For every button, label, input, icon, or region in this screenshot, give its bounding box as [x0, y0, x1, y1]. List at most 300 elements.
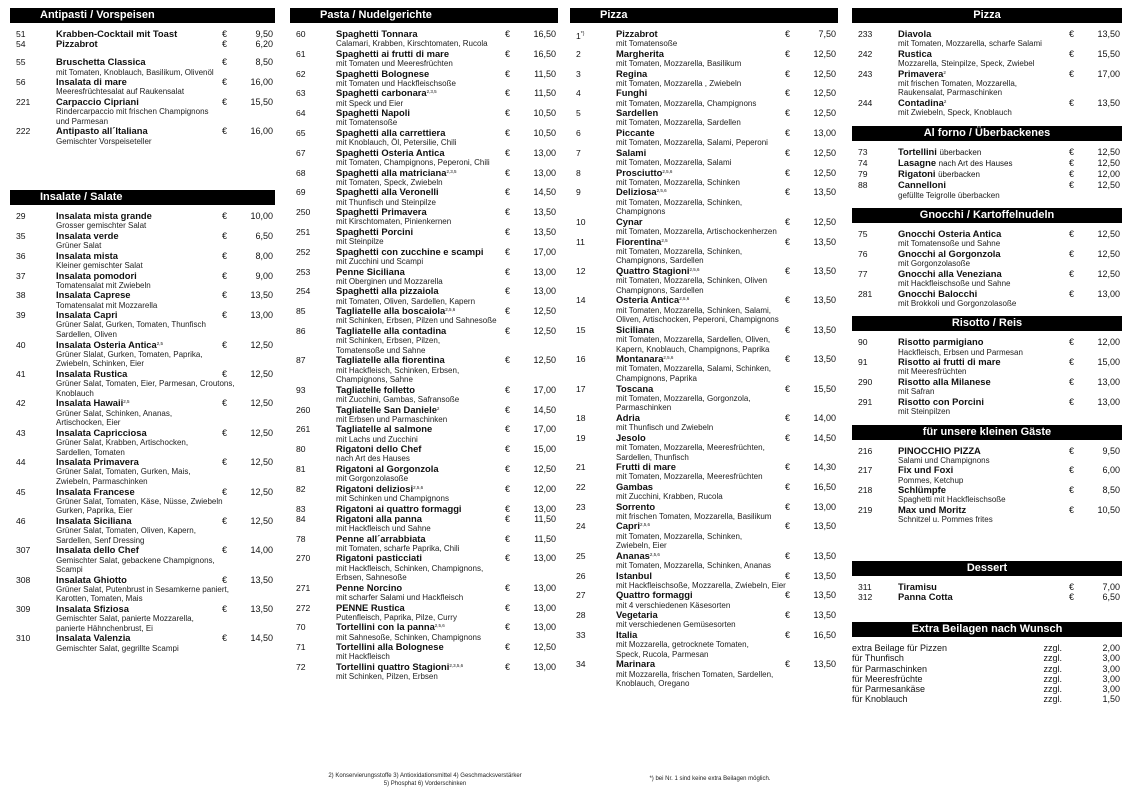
item-name-text: Insalata pomodori [56, 269, 137, 281]
item-description: mit Tomaten, Mozzarella, Schinken, [616, 246, 743, 256]
item-number [858, 49, 872, 59]
item-number-text: 281 [858, 288, 873, 299]
item-number-text: 36 [16, 250, 26, 261]
menu-item [10, 633, 275, 653]
item-price: 12,50 [1097, 229, 1120, 240]
menu-item [290, 405, 558, 425]
item-price: 14,50 [813, 432, 836, 443]
menu-item [570, 354, 838, 383]
item-price: 13,00 [250, 310, 273, 321]
menu-item [852, 485, 1122, 505]
item-name-text: Spaghetti Bolognese [336, 67, 430, 79]
item-number [296, 424, 310, 434]
item-name [898, 485, 1122, 495]
item-description: mit verschiedenen Gemüsesorten [616, 620, 736, 630]
currency-symbol: € [221, 211, 227, 222]
item-price: 12,50 [813, 147, 836, 158]
menu-item [852, 169, 1122, 180]
menu-item [290, 583, 558, 603]
item-description: mit Zucchini, Krabben, Rucola [616, 492, 723, 502]
item-price: 13,50 [813, 521, 836, 532]
item-price: 13,50 [813, 236, 836, 247]
item-price: 12,50 [533, 306, 556, 317]
item-name-text: Tagliatelle al salmone [336, 423, 433, 435]
menu-item [852, 357, 1122, 377]
item-name [56, 271, 275, 281]
item-description: mit Hackfleischsoße, Mozzarella, Zwiebeln, Eier [616, 580, 786, 590]
currency-symbol: € [784, 432, 790, 443]
item-name [336, 583, 558, 593]
item-description: Kleiner gemischter Salat [56, 260, 143, 270]
item-price: 12,00 [1097, 169, 1120, 180]
currency-symbol: € [784, 29, 790, 39]
currency-symbol: € [504, 622, 510, 633]
item-name-text: Spaghetti alla matriciana [336, 166, 447, 178]
item-price: 13,00 [1097, 396, 1120, 407]
item-description: Gemischter Salat, panierte Mozzarella, [56, 614, 194, 624]
currency-symbol: € [1068, 180, 1074, 191]
menu-item [290, 662, 558, 682]
item-number-text: 22 [576, 481, 586, 492]
item-number [16, 211, 26, 221]
item-name [336, 306, 558, 316]
item-description: mit Erbsen und Parmaschinken [336, 414, 448, 424]
item-name [336, 286, 558, 296]
item-name [898, 180, 1122, 190]
menu-item [852, 229, 1122, 249]
item-number [296, 168, 306, 178]
item-number [576, 49, 581, 59]
currency-symbol: € [504, 444, 510, 455]
menu-item [852, 289, 1122, 309]
item-name-text: Insalata Capricciosa [56, 426, 147, 438]
currency-symbol: € [221, 310, 227, 321]
item-price: 12,50 [813, 68, 836, 79]
item-number [576, 610, 586, 620]
currency-symbol: € [1068, 157, 1074, 168]
item-number [296, 49, 306, 59]
item-name-text: Spaghetti ai frutti di mare [336, 47, 450, 59]
item-name-text: Tiramisu [898, 580, 937, 592]
menu-item [852, 653, 1122, 663]
item-description: mit frischen Tomaten, Mozzarella, [898, 78, 1018, 88]
item-name-text: für Parmesankäse [852, 683, 926, 694]
item-number [858, 29, 872, 39]
menu-item [10, 604, 275, 633]
section-header-extra-beilagen-nach-wunsch: Extra Beilagen nach Wunsch [852, 622, 1122, 637]
item-name [898, 465, 1122, 475]
item-name-text: Gnocchi alla Veneziana [898, 267, 1002, 279]
item-number [576, 295, 586, 305]
additive-marker: 2 [943, 98, 947, 104]
item-number [16, 428, 26, 438]
item-description: Grüner Salat, Tomaten, Käse, Nüsse, Zwiebeln [56, 496, 223, 506]
item-number-text: 84 [296, 513, 306, 524]
currency-symbol: € [504, 68, 510, 79]
item-number [576, 187, 581, 197]
item-name [898, 446, 1122, 456]
menu-item [290, 306, 558, 326]
item-name-text: Montanara [616, 353, 664, 365]
item-name [898, 377, 1122, 387]
item-price: 11,50 [534, 88, 556, 99]
item-price: 13,50 [813, 570, 836, 581]
item-name-text: für Knoblauch [852, 694, 908, 705]
item-name-text: Rigatoni ai quattro formaggi [336, 502, 462, 514]
item-name-text: Risotto alla Milanese [898, 375, 991, 387]
item-price: 13,00 [533, 266, 556, 277]
item-price: 6,50 [1102, 591, 1120, 602]
menu-item [10, 457, 275, 486]
additives-line-2: 5) Phosphat 6) Vorderschinken [383, 781, 467, 787]
item-name-text: Insalata Caprese [56, 289, 131, 301]
item-description: Knoblauch [56, 388, 94, 398]
item-name [898, 269, 1122, 279]
item-name-text: PENNE Rustica [336, 601, 405, 613]
item-description: Tomatensoße und Sahne [336, 345, 426, 355]
item-name-text: Insalata verde [56, 229, 119, 241]
item-description: Calamari, Krabben, Kirschtomaten, Rucola [336, 39, 488, 49]
item-description: Tomatensalat mit Mozzarella [56, 300, 158, 310]
item-name-text: Rigatoni al Gorgonzola [336, 462, 439, 474]
item-number [576, 462, 586, 472]
menu-item [852, 29, 1122, 49]
currency-symbol: € [504, 48, 510, 59]
item-number-text: 76 [858, 248, 868, 259]
item-number-text: 62 [296, 68, 306, 79]
item-number-text: 71 [296, 642, 306, 653]
item-name [616, 659, 838, 669]
item-name-text: Pizzabrot [56, 38, 98, 50]
currency-symbol: € [1068, 169, 1074, 180]
menu-item [852, 592, 1122, 602]
item-price: 12,50 [250, 398, 273, 409]
item-price: 13,50 [813, 354, 836, 365]
item-description: und Parmesan [56, 116, 109, 126]
item-number-text: 261 [296, 424, 311, 435]
item-name [898, 49, 1122, 59]
item-number-text: 67 [296, 147, 306, 158]
item-price: 15,00 [533, 444, 556, 455]
menu-item [290, 444, 558, 464]
item-price: 15,50 [1097, 48, 1120, 59]
item-price: 13,50 [533, 207, 556, 218]
menu-item [290, 534, 558, 554]
item-number [296, 603, 310, 613]
item-description: Grüner Salat, Putenbrust in Sesamkerne paniert, [56, 584, 229, 594]
item-name [336, 484, 558, 494]
item-name [852, 684, 925, 694]
item-description: Grüner Salat, Gurken, Tomaten, Thunfisch [56, 320, 207, 330]
item-name [616, 217, 838, 227]
item-name [56, 428, 275, 438]
item-name [616, 187, 838, 197]
item-name [616, 610, 838, 620]
item-price: 12,50 [1097, 146, 1120, 157]
menu-item [10, 126, 275, 146]
item-description: Rindercarpaccio mit frischen Champignons [56, 107, 209, 117]
item-price: 8,00 [255, 250, 273, 261]
menu-item [290, 603, 558, 623]
item-number-text: 27 [576, 590, 586, 601]
item-price: 13,50 [813, 187, 836, 198]
item-price: 15,00 [1097, 357, 1120, 368]
item-number-text: 6 [576, 127, 581, 138]
item-description: Sardellen, Tomaten [56, 447, 125, 457]
currency-symbol: € [784, 324, 790, 335]
currency-symbol: € [1068, 48, 1074, 59]
item-name-text: Rustica [898, 47, 932, 59]
section-header-pizza: Pizza [852, 8, 1122, 23]
item-name [56, 126, 275, 136]
item-number [16, 340, 26, 350]
item-number-text: 270 [296, 553, 311, 564]
item-price: 13,50 [813, 324, 836, 335]
item-number-text: 19 [576, 432, 586, 443]
item-number-text: 312 [858, 591, 873, 602]
currency-symbol: € [1068, 288, 1074, 299]
menu-item [290, 385, 558, 405]
item-number [296, 29, 306, 39]
item-number-text: 77 [858, 268, 868, 279]
menu-item [10, 545, 275, 574]
item-description: mit Mozzarella, frischen Tomaten, Sardellen, [616, 669, 774, 679]
currency-symbol: € [1068, 146, 1074, 157]
item-name [336, 227, 558, 237]
item-number [16, 57, 26, 67]
item-number-text: 85 [296, 306, 306, 317]
item-description: mit Sahnesoße, Schinken, Champignons [336, 632, 481, 642]
item-name [898, 397, 1122, 407]
item-price: 13,50 [250, 290, 273, 301]
item-name [56, 251, 275, 261]
item-number-text: 25 [576, 550, 586, 561]
item-price: 13,50 [533, 226, 556, 237]
section-header-gnocchi-kartoffelnudeln: Gnocchi / Kartoffelnudeln [852, 208, 1122, 223]
item-name [616, 571, 838, 581]
item-name [56, 398, 275, 408]
item-number [576, 630, 586, 640]
currency-symbol: € [504, 355, 510, 366]
item-description: Grüner Salat, Schinken, Ananas, [56, 408, 173, 418]
item-description: Putenfleisch, Paprika, Pilze, Curry [336, 612, 457, 622]
item-price: 14,00 [250, 545, 273, 556]
item-name-text: Marinara [616, 658, 656, 670]
currency-symbol: € [784, 383, 790, 394]
item-price: 14,50 [533, 187, 556, 198]
item-name [852, 694, 908, 704]
item-name-text: Gnocchi Balocchi [898, 287, 978, 299]
currency-symbol: € [784, 630, 790, 641]
menu-item [290, 148, 558, 168]
item-description: Grüner Salat, Krabben, Artischocken, [56, 437, 189, 447]
item-description: mit Tomaten, Mozzarella, Schinken, [616, 531, 743, 541]
item-name-text: Carpaccio Cipriani [56, 96, 139, 107]
item-number-text: 83 [296, 503, 306, 514]
item-number [296, 444, 306, 454]
item-price: 15,50 [813, 383, 836, 394]
item-name-text: Tagliatelle alla contadina [336, 324, 447, 336]
item-price: 13,50 [813, 265, 836, 276]
item-name-text: Italia [616, 629, 638, 641]
item-name-text: Spaghetti Osteria Antica [336, 146, 445, 158]
item-number-text: 29 [16, 211, 26, 222]
item-description: mit Tomaten, Mozzarella, Schinken, Ananas [616, 561, 772, 571]
menu-item [290, 187, 558, 207]
section-spacer [852, 602, 1122, 614]
item-number-text: 37 [16, 270, 26, 281]
item-number-text: 308 [16, 574, 31, 585]
item-name [616, 168, 838, 178]
item-number [858, 147, 868, 157]
item-number-text: 11 [576, 236, 585, 247]
item-description: mit Speck und Eier [336, 98, 404, 108]
item-price: 13,50 [1097, 97, 1120, 108]
item-description: panierte Hähnchenbrust, Ei [56, 623, 153, 633]
currency-symbol: € [1068, 268, 1074, 279]
item-price: 16,00 [250, 77, 273, 88]
currency-symbol: € [784, 462, 790, 473]
item-description: Spaghetti mit Hackfleischsoße [898, 495, 1006, 505]
menu-item [570, 237, 838, 266]
item-number [576, 521, 586, 531]
menu-item [570, 187, 838, 216]
menu-item [290, 286, 558, 306]
item-name-text: Risotto con Porcini [898, 395, 984, 407]
item-description: mit scharfer Salami und Hackfleisch [336, 592, 464, 602]
item-number [858, 505, 872, 515]
item-number [576, 88, 581, 98]
item-name-text: Prosciutto [616, 166, 663, 178]
item-name-text: Penne all´arrabbiata [336, 532, 426, 544]
item-name-text: Spaghetti alla pizzaiola [336, 285, 439, 297]
item-number [296, 148, 306, 158]
item-description: mit Zwiebeln, Speck, Knoblauch [898, 108, 1012, 118]
item-number-text: 64 [296, 108, 306, 119]
item-name [616, 128, 838, 138]
item-name [336, 88, 558, 98]
item-number-footnote: *) [580, 31, 585, 37]
section-header-al-forno-berbackenes: Al forno / Überbackenes [852, 126, 1122, 141]
item-description: mit Tomaten, Mozzarella, Salami [616, 157, 732, 167]
item-name-text: Spaghetti Tonnara [336, 28, 418, 39]
item-name-text: Adria [616, 411, 640, 423]
item-number-text: 63 [296, 88, 306, 99]
item-name-text: Insalata di mare [56, 76, 127, 88]
item-description: Karotten, Tomaten, Mais [56, 594, 143, 604]
item-number-text: 75 [858, 229, 868, 240]
item-number [296, 385, 306, 395]
item-name-text: Frutti di mare [616, 461, 676, 473]
additive-marker: 2,5,6 [445, 307, 456, 313]
item-number [16, 516, 26, 526]
item-number [296, 227, 310, 237]
item-inline-note: überbacken [938, 170, 980, 180]
item-name-text: Risotto parmigiano [898, 336, 984, 348]
currency-symbol: € [221, 368, 227, 379]
item-number [858, 397, 872, 407]
item-number-text: 272 [296, 602, 311, 613]
currency-symbol: € [221, 427, 227, 438]
item-number-text: 54 [16, 39, 26, 50]
item-description: Champignons, Sardellen [616, 285, 704, 295]
item-number-text: 219 [858, 504, 873, 515]
item-name-text: Tortellini alla Bolognese [336, 641, 444, 653]
item-number-text: 250 [296, 207, 311, 218]
item-name-text: Ananas [616, 549, 650, 561]
item-name-text: Antipasto all´Italiana [56, 125, 148, 137]
item-description: mit Tomaten, Mozzarella, Schinken, Salami, [616, 305, 772, 315]
item-description: Zwiebeln, Schinken, Eier [56, 359, 145, 369]
item-name-text: Cynar [616, 215, 643, 227]
item-price: 12,50 [1097, 180, 1120, 191]
item-inline-note: nach Art des Hauses [938, 158, 1013, 168]
item-number-text: 18 [576, 412, 586, 423]
item-name-text: Tortellini quattro Stagioni [336, 660, 450, 672]
item-name-text: Siciliana [616, 323, 655, 335]
currency-symbol: € [504, 286, 510, 297]
item-number-text: 46 [16, 515, 26, 526]
item-name [616, 384, 838, 394]
item-name [616, 148, 838, 158]
item-description: Champignons, Paprika [616, 373, 697, 383]
item-name [56, 487, 275, 497]
item-number-text: 51 [16, 29, 26, 39]
item-number [16, 398, 26, 408]
menu-item [290, 355, 558, 384]
item-description: mit Schinken und Champignons [336, 493, 449, 503]
additive-marker: 2,3,5,6 [449, 662, 464, 668]
item-number [296, 622, 306, 632]
item-number-text: 310 [16, 633, 31, 644]
item-price: 16,50 [533, 29, 556, 39]
menu-item [10, 231, 275, 251]
column-1 [10, 8, 275, 653]
item-number [296, 583, 310, 593]
currency-symbol: € [1068, 357, 1074, 368]
item-name-text: Insalata mista [56, 249, 119, 261]
currency-symbol: € [504, 29, 510, 39]
item-number-text: 70 [296, 622, 306, 633]
currency-symbol: € [504, 661, 510, 672]
item-price: 16,00 [250, 126, 273, 137]
item-number [576, 433, 586, 443]
currency-symbol: € [784, 412, 790, 423]
item-number [858, 269, 868, 279]
item-name [898, 98, 1122, 108]
section-header-pasta-nudelgerichte: Pasta / Nudelgerichte [290, 8, 558, 23]
currency-symbol: zzgl. [1043, 663, 1062, 674]
item-description: mit Tomaten, Mozzarella, Meeresfrüchten [616, 472, 763, 482]
item-name [336, 424, 558, 434]
item-number [16, 457, 26, 467]
item-price: 13,00 [1097, 376, 1120, 387]
item-description: mit Tomatensoße [336, 118, 398, 128]
item-price: 14,30 [813, 462, 836, 473]
item-price: 12,00 [533, 483, 556, 494]
item-number-text: 21 [576, 462, 586, 473]
currency-symbol: € [504, 602, 510, 613]
item-number-text: 12 [576, 265, 586, 276]
menu-item [10, 290, 275, 310]
item-name [56, 77, 275, 87]
item-price: 14,50 [250, 633, 273, 644]
item-name-text: Pizzabrot [616, 28, 658, 39]
currency-symbol: € [784, 570, 790, 581]
item-price: 12,50 [250, 515, 273, 526]
item-price: 12,50 [813, 167, 836, 178]
item-price: 12,50 [1097, 157, 1120, 168]
